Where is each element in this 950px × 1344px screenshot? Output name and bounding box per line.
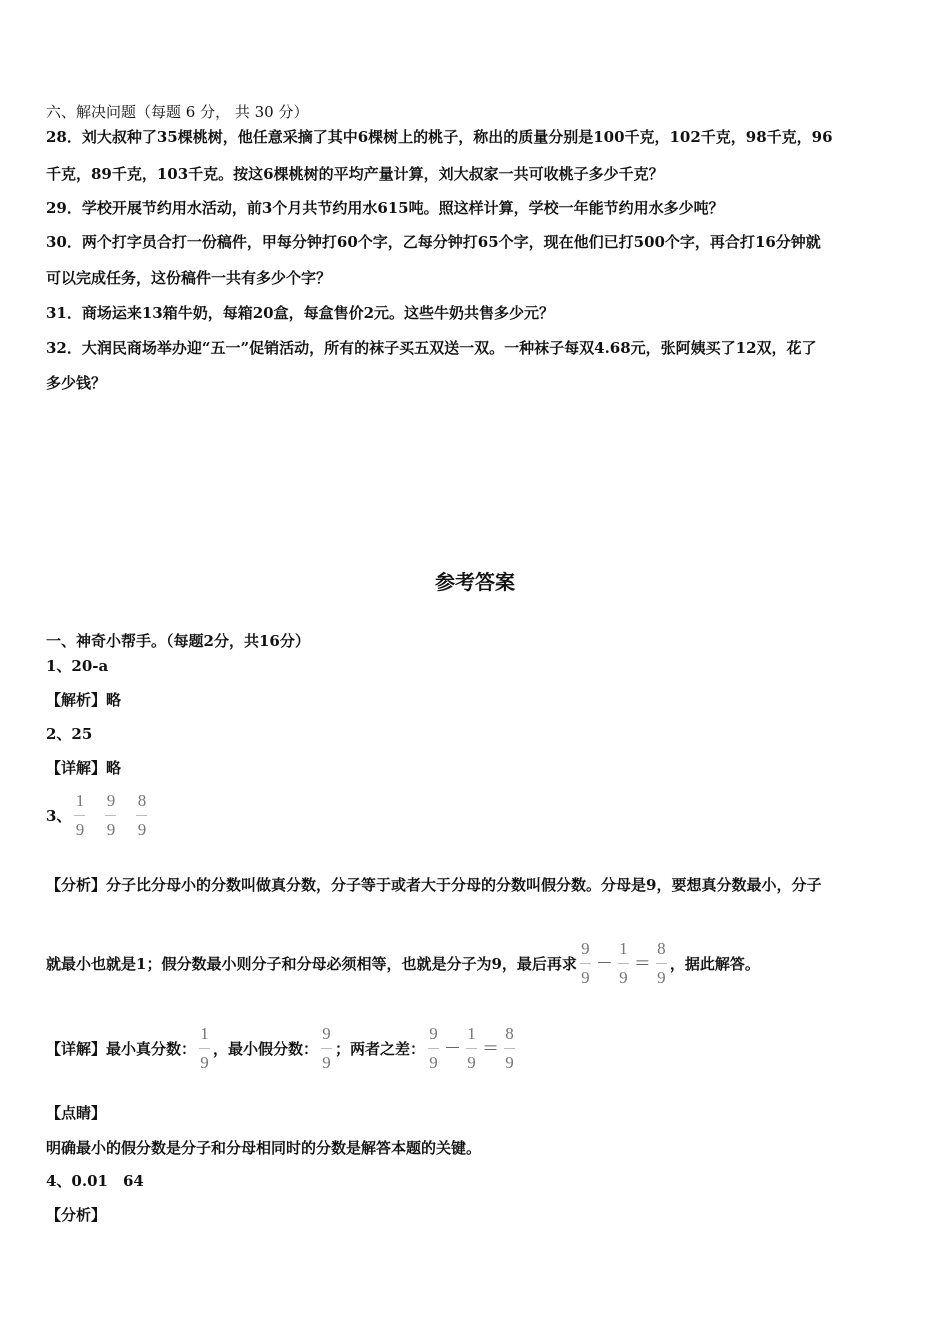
fraction: $\frac{8}{9}$ — [137, 791, 147, 839]
section-heading: 六、解决问题（每题 6 分， 共 30 分） — [46, 103, 309, 121]
answer-2-note: 【详解】略 — [46, 759, 122, 777]
question-30-line1: 30．两个打字员合打一份稿件，甲每分钟打60个字，乙每分钟打65个字，现在他们已打500个字，再合打16分钟就 — [46, 233, 821, 251]
answer-2: 2、25 — [46, 725, 93, 743]
fraction: $\frac{1}{9}$ — [467, 1024, 476, 1072]
question-30-line2: 可以完成任务，这份稿件一共有多少个字？ — [46, 269, 332, 287]
fraction: $\frac{9}{9}$ — [581, 939, 590, 987]
question-31: 31．商场运来13箱牛奶，每箱20盒，每盒售价2元。这些牛奶共售多少元？ — [46, 304, 555, 322]
answer-4-note: 【分析】 — [46, 1206, 107, 1224]
fraction: $\frac{9}{9}$ — [322, 1024, 331, 1072]
answers-section1-heading: 一、神奇小帮手。（每题2分，共16分） — [46, 632, 310, 650]
answer-3-detail — [46, 1025, 518, 1072]
question-32-line2: 多少钱？ — [46, 374, 107, 392]
fraction: $\frac{8}{9}$ — [657, 939, 666, 987]
answer-3-analysis-line1: 【分析】分子比分母小的分数叫做真分数，分子等于或者大于分母的分数叫假分数。分母是9，要想真分数最小，分子 — [46, 876, 822, 894]
tip-text: 明确最小的假分数是分子和分母相同时的分数是解答本题的关键。 — [46, 1139, 482, 1157]
equals-sign: ＝ — [633, 953, 651, 974]
fraction: $\frac{1}{9}$ — [200, 1024, 209, 1072]
fraction: $\frac{1}{9}$ — [619, 939, 628, 987]
minus-sign: － — [444, 1038, 462, 1059]
answers-title: 参考答案 — [435, 570, 515, 594]
equals-sign: ＝ — [482, 1038, 500, 1059]
fraction: $\frac{1}{9}$ — [75, 791, 85, 839]
detail-label: 【详解】最小真分数： — [46, 1039, 197, 1058]
answer-3-analysis-line2 — [46, 940, 760, 987]
fraction: $\frac{9}{9}$ — [429, 1024, 438, 1072]
answer-4: 4、0.01 64 — [46, 1172, 144, 1190]
answer-1-note: 【解析】略 — [46, 691, 122, 709]
question-29: 29．学校开展节约用水活动，前3个月共节约用水615吨。照这样计算，学校一年能节约用水多少吨？ — [46, 199, 724, 217]
answer-1: 1、20-a — [46, 657, 109, 675]
question-32-line1: 32．大润民商场举办迎“五一”促销活动，所有的袜子买五双送一双。一种袜子每双4.68元，张阿姨买了12双，花了 — [46, 339, 817, 357]
question-28-line2: 千克，89千克，103千克。按这6棵桃树的平均产量计算，刘大叔家一共可收桃子多少千克？ — [46, 165, 664, 183]
detail-text: ；两者之差： — [335, 1039, 426, 1058]
answer-3 — [46, 792, 150, 839]
analysis-text: 就最小也就是1；假分数最小则分子和分母必须相等，也就是分子为9，最后再求 — [46, 954, 577, 973]
tip-label: 【点睛】 — [46, 1104, 107, 1122]
fraction: $\frac{9}{9}$ — [106, 791, 116, 839]
answer-3-prefix: 3、 — [46, 806, 72, 825]
analysis-text: ，据此解答。 — [669, 954, 760, 973]
fraction: $\frac{8}{9}$ — [505, 1024, 514, 1072]
detail-text: ，最小假分数： — [213, 1039, 319, 1058]
question-28-line1: 28．刘大叔种了35棵桃树，他任意采摘了其中6棵树上的桃子，称出的质量分别是100千克，102千克，98千克，96 — [46, 128, 833, 146]
minus-sign: － — [595, 953, 613, 974]
